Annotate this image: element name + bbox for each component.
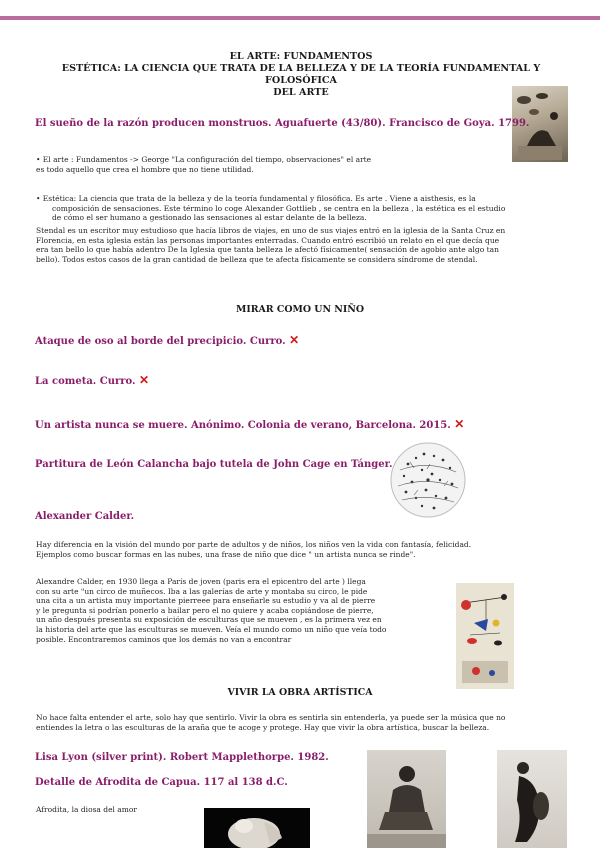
bullet-estetica-line-1: • Estética: La ciencia que trata de la belleza y de la teoría fundamental y filosófica. Es arte . Viene a aisthesis, es la — [36, 194, 476, 203]
lisa-lyon-photo-1 — [367, 750, 446, 848]
calder-line: una cita a un artista muy importante pierreee para enseñarle su estudio y va al de pierre — [36, 596, 376, 606]
work-oso — [35, 333, 299, 347]
work-cometa-title: La cometa. Curro. — [35, 376, 136, 387]
vivir-line: No hace falta entender el arte, solo hay que sentirlo. Vivir la obra es sentirla sin entenderla, ya puede ser la música que no — [36, 713, 506, 722]
work-artista — [35, 417, 464, 431]
goya-heading: El sueño de la razón producen monstruos. Aguafuerte (43/80). Francisco de Goya. 1799. — [35, 118, 530, 129]
stendhal-paragraph — [36, 226, 576, 264]
work-partitura-title: Partitura de León Calancha bajo tutela de John Cage en Tánger. — [35, 459, 393, 470]
work-cometa — [35, 373, 149, 387]
calder-line: la historia del arte que las esculturas se mueven. Veía el mundo como un niño que veía todo — [36, 624, 387, 634]
calder-paragraph — [36, 577, 436, 644]
afrodita-title: Detalle de Afrodita de Capua. 117 al 138 d.C. — [35, 777, 288, 788]
calder-line: con su arte "un circo de muñecos. Iba a las galerías de arte y montaba su circo, le pide — [36, 586, 368, 596]
calder-intro-line: Hay diferencia en la visión del mundo por parte de adultos y de niños, los niños ven la vida con fantasía, felicidad. — [36, 540, 472, 549]
title-line-1: EL ARTE: FUNDAMENTOS — [229, 51, 373, 62]
partitura-score-image — [388, 440, 468, 520]
section-heading-vivir: VIVIR LA OBRA ARTÍSTICA — [227, 687, 373, 698]
bullet-estetica — [36, 194, 576, 223]
afrodita-caption: Afrodita, la diosa del amor — [36, 805, 137, 814]
bullet-arte-line-1: • El arte : Fundamentos -> George "La configuración del tiempo, observaciones" el arte — [36, 155, 372, 164]
lisa-lyon-photo-2 — [497, 750, 567, 848]
afrodita-sculpture-image — [204, 808, 310, 848]
cross-mark-icon: ✕ — [138, 373, 150, 387]
stendhal-line: Florencia, en esta iglesia están las personas importantes enterradas. Cuando entró escribió un relato en el que decía que — [36, 235, 500, 245]
top-accent-bar — [0, 16, 600, 20]
calder-intro — [36, 540, 576, 559]
calder-line: un año después presenta su exposición de esculturas que se mueven , es la primera vez en — [36, 615, 382, 625]
bullet-estetica-line-3: de cómo el ser humano a gestionado las sensaciones al estar delante de la belleza. — [52, 213, 367, 223]
cross-mark-icon: ✕ — [454, 417, 465, 431]
stendhal-line: era tan bello lo que había adentro De la Iglesia que tanta belleza le afectó físicamente( sensación de agobio ante algo tan — [36, 245, 499, 255]
calder-intro-line: Ejemplos como buscar formas en las nubes, una frase de niño que dice " un artista nunca se rinde". — [36, 549, 416, 559]
section-heading-mirar: MIRAR COMO UN NIÑO — [235, 304, 365, 315]
stendhal-line: bello). Todos estos casos de la gran cantidad de belleza que te afecta físicamente se considera síndrome de stendal. — [36, 254, 478, 264]
stendhal-line: Stendal es un escritor muy estudioso que hacía libros de viajes, en uno de sus viajes entró en la iglesia de la Santa Cruz en — [36, 226, 506, 235]
vivir-line: entiendes la letra o las esculturas de la araña que te acoge y protege. Hay que vivir la obra artística, buscar la belleza. — [36, 722, 490, 732]
bullet-arte-line-2: es todo aquello que crea el hombre que no tiene utilidad. — [36, 164, 254, 174]
calder-line: Alexandre Calder, en 1930 llega a París de joven (paris era el epicentro del arte ) llega — [36, 577, 366, 586]
title-line-3: DEL ARTE — [273, 87, 329, 98]
lisa-lyon-title: Lisa Lyon (silver print). Robert Mapplethorpe. 1982. — [35, 752, 329, 763]
bullet-arte — [36, 155, 556, 174]
bullet-estetica-line-2: composición de sensaciones. Este término lo coge Alexander Gottlieb , se centra en la belleza , la estética es el estudio — [52, 203, 506, 213]
vivir-paragraph — [36, 713, 586, 732]
page-title — [36, 51, 566, 99]
work-oso-title: Ataque de oso al borde del precipicio. Curro. — [35, 336, 286, 347]
calder-line: y le pregunta si podrían ponerlo a bailar pero el no quiere y acaba copiándose de pierre, — [36, 605, 374, 615]
work-calder-title: Alexander Calder. — [35, 511, 135, 522]
calder-line: posible. Encontraremos caminos que los demás no van a encontrar — [36, 634, 292, 644]
calder-mobile-image — [456, 583, 514, 689]
work-artista-title: Un artista nunca se muere. Anónimo. Colonia de verano, Barcelona. 2015. — [35, 420, 451, 431]
cross-mark-icon: ✕ — [289, 333, 300, 347]
title-line-2: ESTÉTICA: LA CIENCIA QUE TRATA DE LA BELLEZA Y DE LA TEORÍA FUNDAMENTAL Y FOLOSÓFICA — [61, 63, 541, 86]
